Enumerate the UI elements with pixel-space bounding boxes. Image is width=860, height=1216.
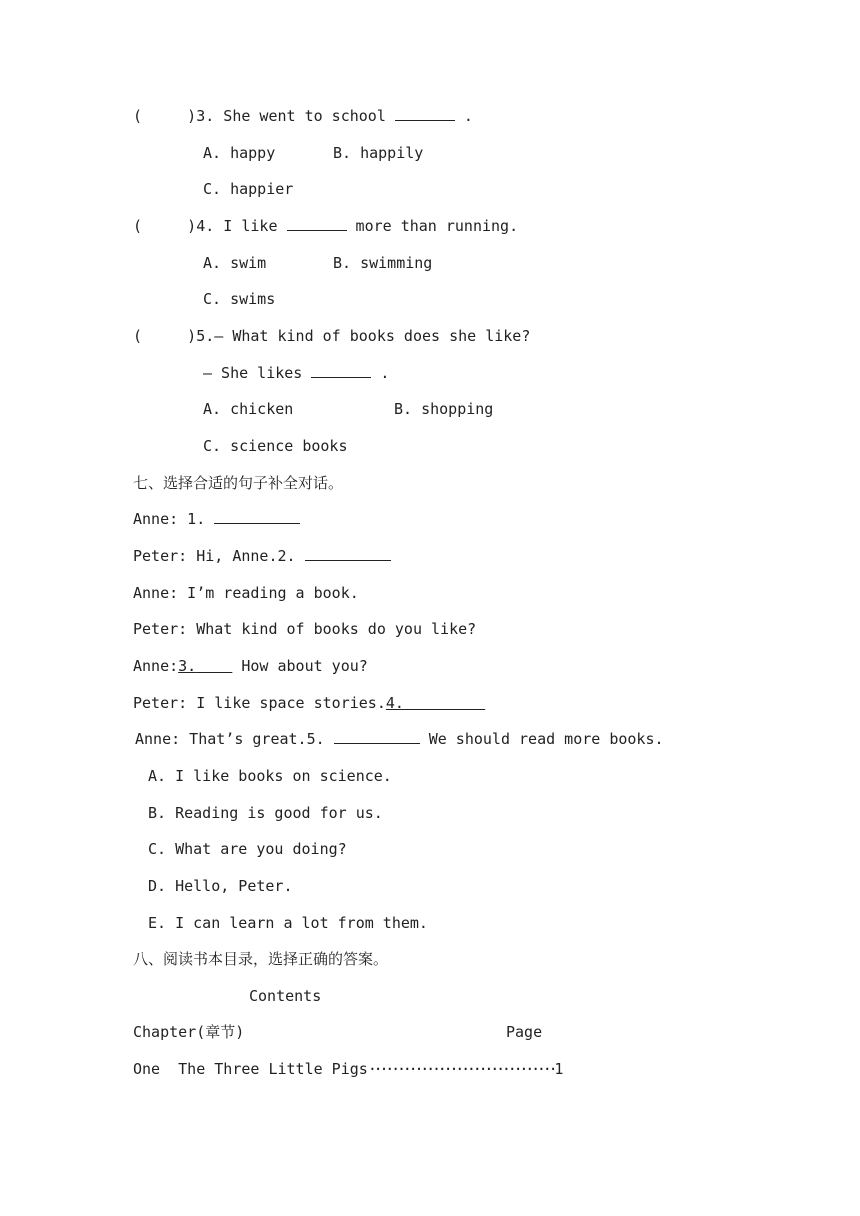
answer-blank xyxy=(214,509,300,524)
blank-space xyxy=(404,694,485,712)
dialogue-text: Peter: I like space stories. xyxy=(133,694,386,712)
choice-d: D. Hello, Peter. xyxy=(148,877,293,895)
answer-blank xyxy=(178,657,232,675)
dialogue-line-7 xyxy=(135,729,664,749)
question-4 xyxy=(133,216,518,236)
question-stem-end: more than running. xyxy=(346,217,519,235)
answer-blank xyxy=(311,363,371,378)
choice-c: C. What are you doing? xyxy=(148,840,347,858)
choice-e: E. I can learn a lot from them. xyxy=(148,914,428,932)
question-3 xyxy=(133,106,473,126)
answer-text: — She likes xyxy=(203,364,312,382)
toc-chapter-title: One The Three Little Pigs xyxy=(133,1060,368,1078)
dialogue-line-2 xyxy=(133,546,391,566)
page-header: Page xyxy=(506,1023,543,1041)
answer-parenthesis: ( ) xyxy=(133,217,197,235)
q5-option-a: A. chicken xyxy=(203,400,294,418)
q3-option-c: C. happier xyxy=(203,180,294,198)
toc-entry-chapter-one xyxy=(133,1059,563,1079)
dialogue-text: Anne: That’s great.5. xyxy=(135,730,334,748)
answer-blank xyxy=(395,106,455,121)
question-stem: 5.— What kind of books does she like? xyxy=(196,327,531,345)
q3-option-b: B. happily xyxy=(333,144,424,162)
question-stem: 3. She went to school xyxy=(196,107,395,125)
blank-space xyxy=(196,657,232,675)
dialogue-text-end: We should read more books. xyxy=(419,730,664,748)
blank-number: 3. xyxy=(178,657,197,675)
answer-blank xyxy=(334,729,420,744)
choice-b: B. Reading is good for us. xyxy=(148,804,383,822)
answer-blank xyxy=(287,216,347,231)
contents-title: Contents xyxy=(249,987,322,1005)
section-8-heading: 八、阅读书本目录，选择正确的答案。 xyxy=(133,950,389,968)
q3-option-a: A. happy xyxy=(203,144,276,162)
q5-option-c: C. science books xyxy=(203,437,348,455)
answer-text-end: . xyxy=(371,364,390,382)
dialogue-line-5 xyxy=(133,656,368,676)
toc-dot-leader: ································ xyxy=(367,1060,555,1078)
answer-blank xyxy=(305,546,391,561)
question-stem: 4. I like xyxy=(196,217,287,235)
question-5 xyxy=(133,326,530,346)
dialogue-line-1 xyxy=(133,509,300,529)
dialogue-line-4: Peter: What kind of books do you like? xyxy=(133,620,477,638)
section-7-heading: 七、选择合适的句子补全对话。 xyxy=(133,474,344,492)
question-stem-end: . xyxy=(454,107,473,125)
q4-option-b: B. swimming xyxy=(333,254,433,272)
dialogue-text: Anne: xyxy=(133,657,179,675)
chapter-header: Chapter(章节) xyxy=(133,1023,245,1041)
q5-option-b: B. shopping xyxy=(394,400,494,418)
answer-parenthesis: ( ) xyxy=(133,327,197,345)
q4-option-c: C. swims xyxy=(203,290,276,308)
toc-page-number: 1 xyxy=(554,1060,564,1078)
q5-answer-line xyxy=(203,363,389,383)
answer-parenthesis: ( ) xyxy=(133,107,197,125)
dialogue-line-3: Anne: I’m reading a book. xyxy=(133,584,359,602)
blank-number: 4. xyxy=(385,694,404,712)
dialogue-text: Anne: 1. xyxy=(133,510,215,528)
choice-a: A. I like books on science. xyxy=(148,767,392,785)
dialogue-text-end: How about you? xyxy=(232,657,368,675)
dialogue-line-6 xyxy=(133,693,485,713)
q4-option-a: A. swim xyxy=(203,254,267,272)
answer-blank xyxy=(386,694,485,712)
dialogue-text: Peter: Hi, Anne.2. xyxy=(133,547,305,565)
